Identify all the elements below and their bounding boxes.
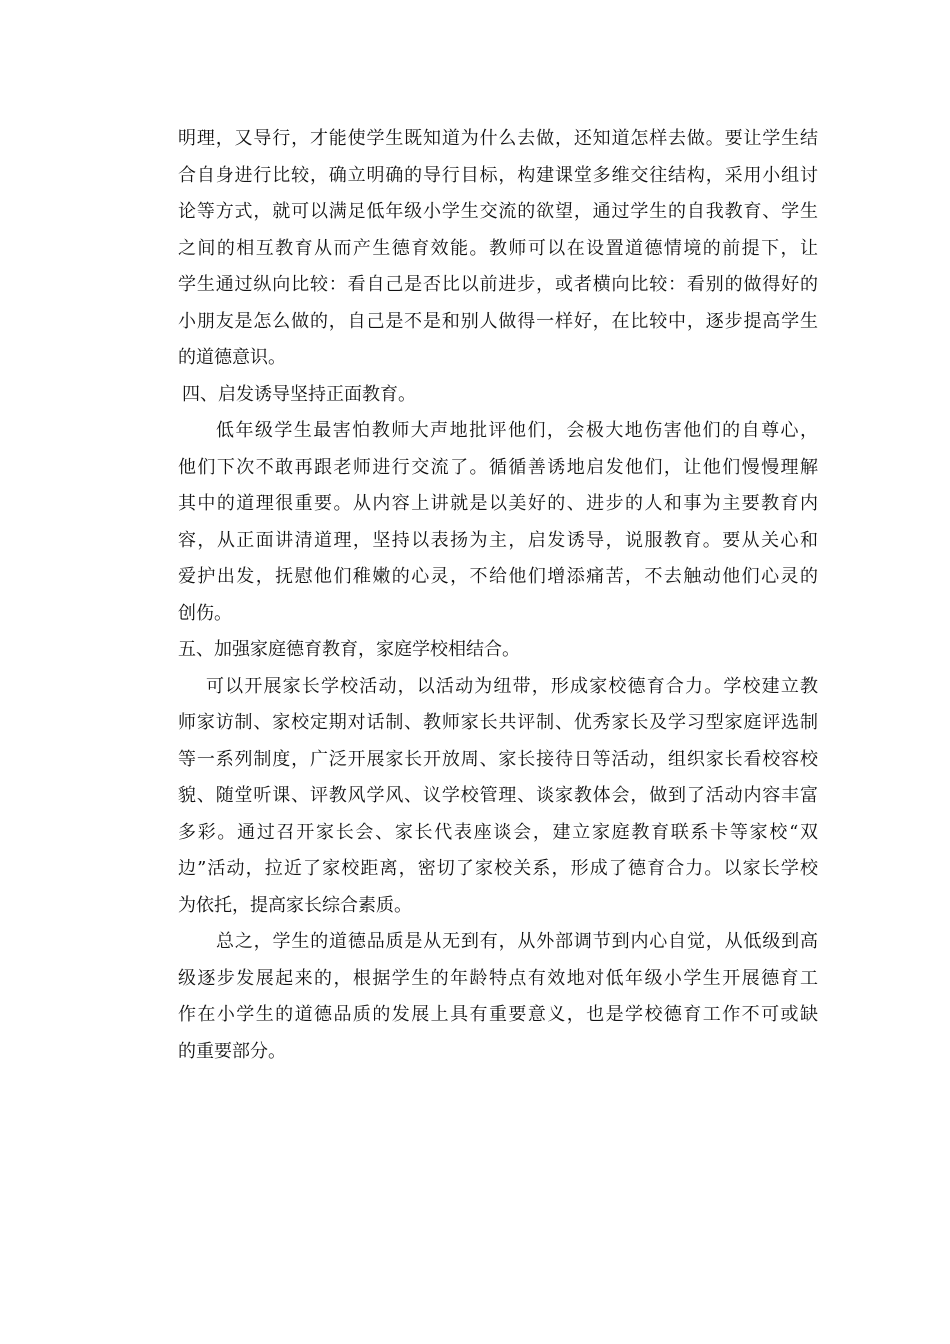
paragraph bbox=[178, 413, 818, 632]
text-line: 低年级学生最害怕教师大声地批评他们，会极大地伤害他们的自尊心， bbox=[216, 420, 818, 441]
text-line: 作在小学生的道德品质的发展上具有重要意义，也是学校德育工作不可或缺 bbox=[178, 1004, 818, 1025]
text-line: 创伤。 bbox=[178, 602, 232, 624]
paragraph bbox=[178, 669, 818, 925]
text-line: 明理，又导行，才能使学生既知道为什么去做，还知道怎样去做。要让学生结 bbox=[178, 128, 818, 149]
text-line: 他们下次不敢再跟老师进行交流了。循循善诱地启发他们，让他们慢慢理解 bbox=[178, 456, 818, 478]
text-line: 级逐步发展起来的，根据学生的年龄特点有效地对低年级小学生开展德育工 bbox=[178, 967, 818, 989]
text-line: 总之，学生的道德品质是从无到有，从外部调节到内心自觉，从低级到高 bbox=[216, 931, 818, 952]
paragraph bbox=[178, 924, 818, 1070]
text-line: 为依托，提高家长综合素质。 bbox=[178, 894, 412, 916]
text-line: 的重要部分。 bbox=[178, 1040, 286, 1062]
text-line: 容，从正面讲清道理，坚持以表扬为主，启发诱导，说服教育。要从关心和 bbox=[178, 529, 818, 551]
text-line: 等一系列制度，广泛开展家长开放周、家长接待日等活动，组织家长看校容校 bbox=[178, 748, 818, 770]
text-line: 貌、随堂听课、评教风学风、议学校管理、谈家教体会，做到了活动内容丰富 bbox=[178, 785, 818, 806]
text-line: 之间的相互教育从而产生德育效能。教师可以在设置道德情境的前提下，让 bbox=[178, 237, 818, 259]
text-line: 论等方式，就可以满足低年级小学生交流的欲望，通过学生的自我教育、学生 bbox=[178, 201, 818, 222]
text-line: 小朋友是怎么做的，自己是不是和别人做得一样好，在比较中，逐步提高学生 bbox=[178, 310, 818, 332]
section-heading: 四、启发诱导坚持正面教育。 bbox=[182, 383, 416, 405]
document-body bbox=[178, 121, 818, 1070]
section-heading: 五、加强家庭德育教育，家庭学校相结合。 bbox=[178, 639, 520, 660]
text-line: 师家访制、家校定期对话制、教师家长共评制、优秀家长及学习型家庭评选制 bbox=[178, 712, 818, 733]
text-line: 其中的道理很重要。从内容上讲就是以美好的、进步的人和事为主要教育内 bbox=[178, 493, 818, 514]
text-line: 边”活动，拉近了家校距离，密切了家校关系，形成了德育合力。以家长学校 bbox=[178, 858, 818, 879]
text-line: 学生通过纵向比较：看自己是否比以前进步，或者横向比较：看别的做得好的 bbox=[178, 274, 818, 295]
text-line: 合自身进行比较，确立明确的导行目标，构建课堂多维交往结构，采用小组讨 bbox=[178, 164, 818, 186]
paragraph bbox=[178, 121, 818, 377]
text-line: 可以开展家长学校活动，以活动为纽带，形成家校德育合力。学校建立教 bbox=[206, 675, 818, 697]
text-line: 多彩。通过召开家长会、家长代表座谈会，建立家庭教育联系卡等家校“双 bbox=[178, 821, 818, 843]
text-line: 爱护出发，抚慰他们稚嫩的心灵，不给他们增添痛苦，不去触动他们心灵的 bbox=[178, 566, 818, 587]
text-line: 的道德意识。 bbox=[178, 347, 286, 368]
